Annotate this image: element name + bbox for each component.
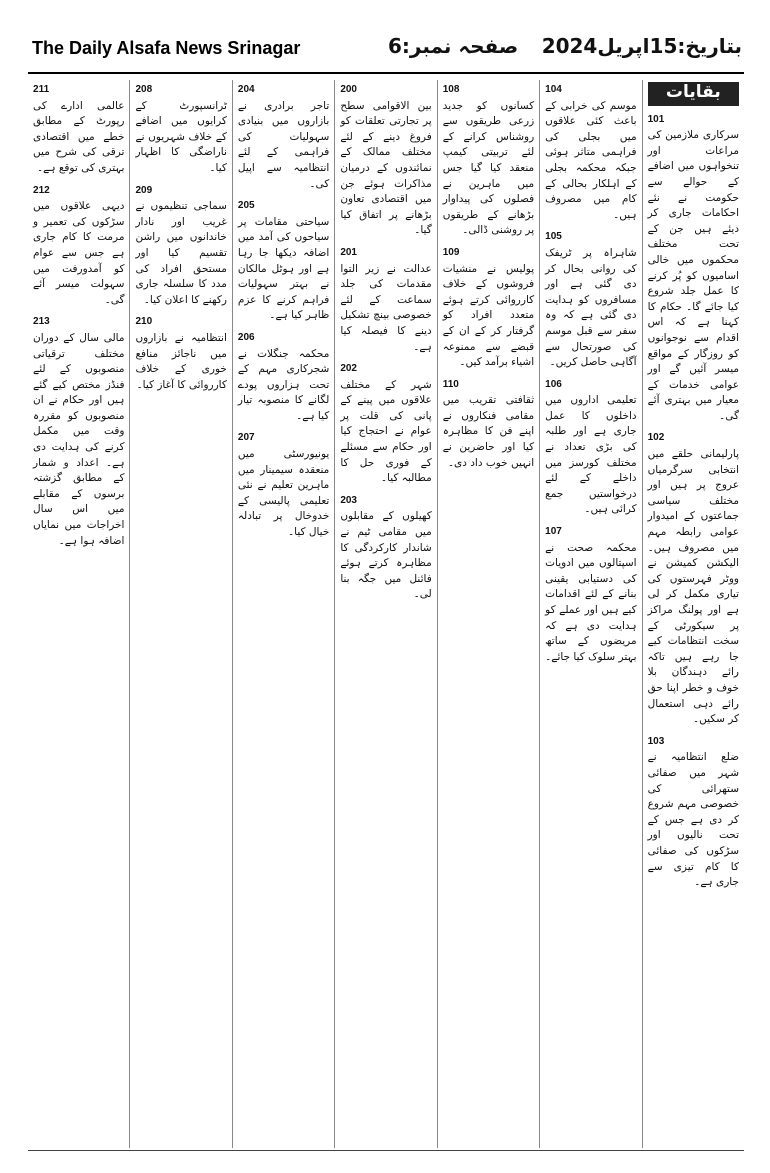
article <box>545 229 636 370</box>
article-text: عدالت نے زیر التوا مقدمات کی جلد سماعت کے لئے خصوصی بینچ تشکیل دینے کا فیصلہ کیا ہے۔ <box>340 262 432 353</box>
article-number: 200 <box>340 84 357 95</box>
footer-rule <box>28 1150 744 1151</box>
article-text: ثقافتی تقریب میں مقامی فنکاروں نے اپنے فن کا مظاہرہ کیا اور حاضرین نے انہیں خوب داد دی۔ <box>442 394 535 469</box>
article-text: ضلع انتظامیہ نے شہر میں صفائی ستھرائی کی خصوصی مہم شروع کر دی ہے جس کے تحت نالیوں اور سڑکوں کی صفائی کا کام تیزی سے جاری ہے۔ <box>647 751 739 889</box>
article <box>33 82 124 177</box>
article-number: 106 <box>545 378 562 390</box>
article <box>340 361 431 487</box>
column-5 <box>232 80 334 1148</box>
article-number: 209 <box>135 184 153 196</box>
article <box>238 198 329 324</box>
article-text: بین الاقوامی سطح پر تجارتی تعلقات کو فروغ دینے کے لئے مختلف ممالک کے نمائندوں کے درمیان مذاکرات ہوئے جن میں اقتصادی تعاون بڑھانے پر اتفاق کیا گیا۔ <box>340 99 432 237</box>
article <box>443 377 534 472</box>
article <box>648 112 739 425</box>
page-number: صفحہ نمبر:6 <box>388 34 519 58</box>
article-number: 206 <box>237 331 255 343</box>
article-text: سماجی تنظیموں نے غریب اور نادار خاندانوں میں راشن تقسیم کیا اور مستحق افراد کی مدد کا سلسلہ جاری رکھنے کا اعلان کیا۔ <box>135 200 227 306</box>
article <box>135 183 226 309</box>
column-3 <box>437 80 539 1148</box>
article-text: شہر کے مختلف علاقوں میں پینے کے پانی کی قلت پر عوام نے احتجاج کیا اور حکام سے مسئلے کے فوری حل کا مطالبہ کیا۔ <box>340 378 432 485</box>
article <box>545 82 636 223</box>
column-6 <box>129 80 231 1148</box>
article-text: پارلیمانی حلقے میں انتخابی سرگرمیاں عروج پر ہیں اور مختلف سیاسی جماعتوں کے امیدوار عوامی رابطہ مہم میں مصروف ہیں۔ الیکشن کمیشن نے ووٹر فہرستوں کی تیاری مکمل کر لی ہے اور پولنگ مراکز پر سیکورٹی کے سخت انتظامات کیے جا رہے ہیں تاکہ رائے دہندگان بلا خوف و خطر اپنا حق رائے دہی استعمال کر سکیں۔ <box>647 448 739 726</box>
article-text: تعلیمی اداروں میں داخلوں کا عمل جاری ہے اور طلبہ کی بڑی تعداد نے مختلف کورسز میں داخلے کے لئے درخواستیں جمع کرائی ہیں۔ <box>545 394 637 516</box>
article-text: انتظامیہ نے بازاروں میں ناجائز منافع خوری کے خلاف کارروائی کا آغاز کیا۔ <box>135 331 227 391</box>
article-text: محکمہ صحت نے اسپتالوں میں ادویات کی دستیابی یقینی بنانے کے لئے اقدامات کیے ہیں اور عملے کو ہدایت دی ہے کہ مریضوں کے ساتھ بہتر سلوک کیا جائے۔ <box>545 541 637 663</box>
article-number: 107 <box>545 526 562 538</box>
article-number: 202 <box>340 363 357 375</box>
article <box>443 82 534 239</box>
article-number: 207 <box>237 432 255 444</box>
article <box>648 734 739 891</box>
article-number: 212 <box>33 184 50 196</box>
article-number: 102 <box>647 432 665 444</box>
article <box>340 82 431 239</box>
article-text: محکمہ جنگلات نے شجرکاری مہم کے تحت ہزاروں پودے لگانے کا منصوبہ تیار کیا ہے۔ <box>237 347 330 422</box>
article-text: یونیورسٹی میں منعقدہ سیمینار میں ماہرین تعلیم نے نئی تعلیمی پالیسی کے خدوخال پر تبادلہ خیال کیا۔ <box>237 448 330 539</box>
article <box>33 314 124 549</box>
article-text: موسم کی خرابی کے باعث کئی علاقوں میں بجلی کی فراہمی متاثر ہوئی جبکہ محکمہ بجلی کے اہلکار بحالی کے کام میں مصروف ہیں۔ <box>545 99 637 221</box>
column-2 <box>539 80 641 1148</box>
masthead-title: The Daily Alsafa News Srinagar <box>32 38 301 58</box>
article-text: سرکاری ملازمین کی مراعات اور تنخواہوں میں اضافے کے حوالے سے حکومت نے نئے احکامات جاری کر دیئے ہیں جن کے تحت مختلف محکموں میں خالی اسامیوں کو پُر کرنے کا عمل جلد شروع کیا جائے گا۔ حکام کا کہنا ہے کہ اس اقدام سے نوجوانوں کو روزگار کے مواقع میسر آئیں گے اور عوامی خدمات کے معیار میں بہتری آئے گی۔ <box>647 129 739 422</box>
article-number: 210 <box>135 316 153 328</box>
page-header <box>28 30 744 74</box>
article <box>135 314 226 393</box>
article-number: 105 <box>545 231 562 243</box>
article-number: 213 <box>33 316 50 328</box>
article-text: ٹرانسپورٹ کے کرایوں میں اضافے کے خلاف شہریوں نے ناراضگی کا اظہار کیا۔ <box>135 99 227 174</box>
article-text: پولیس نے منشیات فروشوں کے خلاف کارروائی کرتے ہوئے متعدد افراد کو گرفتار کر کے ان کے قبضے سے ممنوعہ اشیاء برآمد کیں۔ <box>442 262 535 369</box>
column-1 <box>642 80 744 1148</box>
article <box>545 377 636 518</box>
section-title: بقایات <box>648 82 739 106</box>
article-number: 110 <box>442 378 459 390</box>
article-text: تاجر برادری نے بازاروں میں بنیادی سہولیات کی فراہمی کے لئے انتظامیہ سے اپیل کی۔ <box>237 99 330 190</box>
column-7 <box>28 80 129 1148</box>
article-text: دیہی علاقوں میں سڑکوں کی تعمیر و مرمت کا کام جاری ہے جس سے عوام کو آمدورفت میں سہولت میسر آئے گی۔ <box>33 200 125 306</box>
article-number: 103 <box>647 735 665 747</box>
article-columns <box>28 80 744 1148</box>
article <box>340 493 431 603</box>
article-number: 109 <box>442 246 460 258</box>
article <box>33 183 124 309</box>
article-text: سیاحتی مقامات پر سیاحوں کی آمد میں اضافہ دیکھا جا رہا ہے اور ہوٹل مالکان نے بہتر سہولیات فراہم کرنے کا عزم ظاہر کیا ہے۔ <box>237 215 330 322</box>
article <box>135 82 226 177</box>
column-4 <box>334 80 436 1148</box>
article-number: 203 <box>340 494 357 506</box>
article-text: مالی سال کے دوران مختلف ترقیاتی منصوبوں کے لئے فنڈز مختص کیے گئے ہیں اور حکام نے ان منصوبوں کو مقررہ وقت میں مکمل کرنے کی ہدایت دی ہے۔ اعداد و شمار کے مطابق گزشتہ برسوں کے مقابلے میں اس سال اخراجات میں نمایاں اضافہ ہوا ہے۔ <box>33 331 125 547</box>
article-text: عالمی ادارے کی رپورٹ کے مطابق خطے میں اقتصادی ترقی کی شرح میں بہتری کی توقع ہے۔ <box>33 99 125 174</box>
article-text: کسانوں کو جدید زرعی طریقوں سے روشناس کرانے کے لئے تربیتی کیمپ منعقد کیا گیا جس میں ماہرین نے فصلوں کی پیداوار بڑھانے کے طریقوں پر روشنی ڈالی۔ <box>442 99 535 237</box>
article <box>545 524 636 665</box>
article-number: 208 <box>135 84 153 95</box>
article-number: 204 <box>237 84 255 95</box>
article <box>238 430 329 540</box>
article <box>648 430 739 727</box>
article <box>238 82 329 192</box>
article-number: 211 <box>33 84 50 95</box>
article-number: 108 <box>442 84 460 95</box>
article-number: 101 <box>647 113 665 125</box>
article-number: 104 <box>545 84 562 95</box>
article <box>340 245 431 355</box>
article <box>238 330 329 425</box>
article <box>443 245 534 371</box>
issue-date: بتاریخ:15اپریل2024 <box>541 34 742 58</box>
article-text: شاہراہ پر ٹریفک کی روانی بحال کر دی گئی ہے اور مسافروں کو ہدایت دی گئی ہے کہ وہ سفر سے قبل موسم کی صورتحال سے آگاہی حاصل کریں۔ <box>545 246 637 369</box>
article-number: 205 <box>237 200 255 212</box>
article-text: کھیلوں کے مقابلوں میں مقامی ٹیم نے شاندار کارکردگی کا مظاہرہ کرتے ہوئے فائنل میں جگہ بنا لی۔ <box>340 510 432 601</box>
article-number: 201 <box>340 246 357 258</box>
